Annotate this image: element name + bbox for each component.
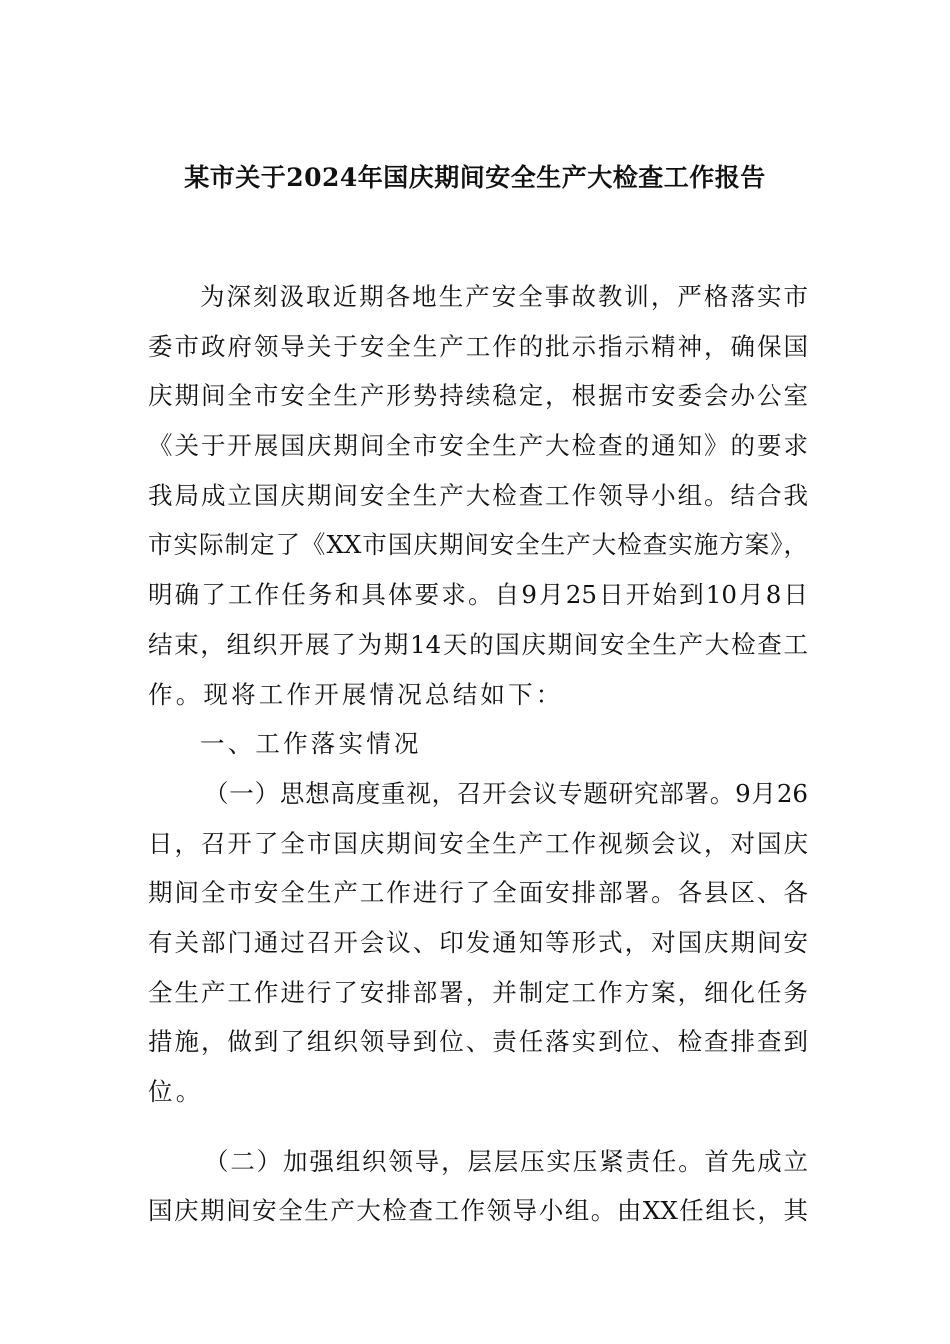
- document-body: [148, 272, 808, 1236]
- paragraph-line: 庆期间全市安全生产形势持续稳定，根据市安委会办公室: [148, 381, 808, 411]
- paragraph-spacer: [148, 1117, 808, 1137]
- paragraph-line: （二）加强组织领导，层层压实压紧责任。首先成立: [204, 1146, 808, 1176]
- section-2-paragraph: [148, 1137, 808, 1236]
- paragraph-line: 《关于开展国庆期间全市安全生产大检查的通知》的要求: [148, 431, 808, 461]
- paragraph-line: 明确了工作任务和具体要求。自9月25日开始到10月8日: [148, 580, 808, 610]
- intro-paragraph: [148, 272, 808, 719]
- paragraph-line: （一）思想高度重视，召开会议专题研究部署。9月26: [204, 778, 808, 808]
- paragraph-line: 全生产工作进行了安排部署，并制定工作方案，细化任务: [148, 977, 808, 1007]
- section-1-paragraph: [148, 769, 808, 1117]
- document-title: 某市关于2024年国庆期间安全生产大检查工作报告: [184, 163, 766, 192]
- section-heading: 一、工作落实情况: [200, 729, 422, 759]
- paragraph-line: 市实际制定了《XX市国庆期间安全生产大检查实施方案》，: [148, 530, 808, 560]
- paragraph-line: 作。现将工作开展情况总结如下：: [148, 679, 564, 709]
- paragraph-line: 我局成立国庆期间安全生产大检查工作领导小组。结合我: [148, 480, 808, 510]
- paragraph-line: 有关部门通过召开会议、印发通知等形式，对国庆期间安: [148, 927, 808, 957]
- paragraph-line: 为深刻汲取近期各地生产安全事故教训，严格落实市: [200, 282, 808, 311]
- paragraph-line: 结束，组织开展了为期14天的国庆期间安全生产大检查工: [148, 629, 808, 659]
- paragraph-line: 日，召开了全市国庆期间安全生产工作视频会议，对国庆: [148, 828, 808, 858]
- paragraph-line: 位。: [148, 1077, 204, 1106]
- paragraph-line: 国庆期间安全生产大检查工作领导小组。由XX任组长，其: [148, 1196, 808, 1226]
- paragraph-line: 措施，做到了组织领导到位、责任落实到位、检查排查到: [148, 1027, 808, 1057]
- paragraph-line: 委市政府领导关于安全生产工作的批示指示精神，确保国: [148, 331, 808, 361]
- paragraph-line: 期间全市安全生产工作进行了全面安排部署。各县区、各: [148, 878, 808, 908]
